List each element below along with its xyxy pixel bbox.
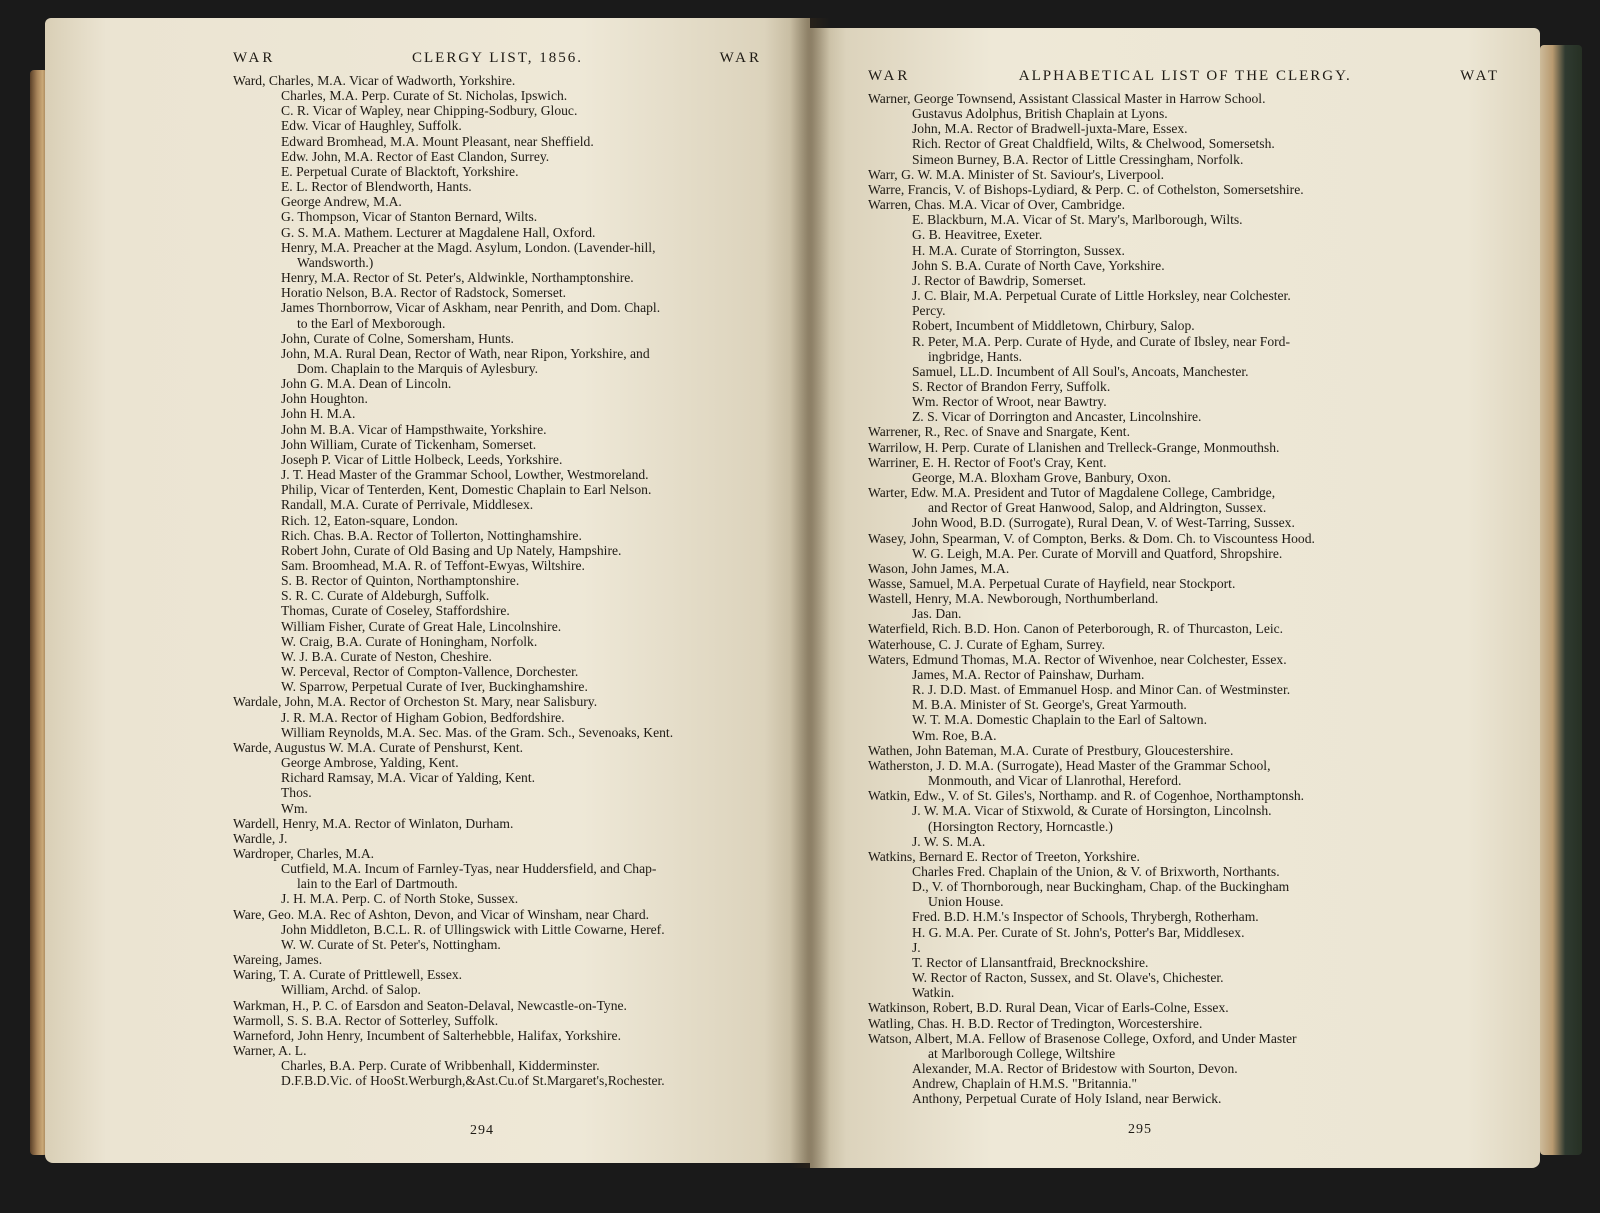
clergy-entry: Warde, Augustus W. M.A. Curate of Penshurst, Kent. bbox=[233, 739, 524, 755]
clergy-entry: Robert, Incumbent of Middletown, Chirbury, Salop. bbox=[912, 318, 1195, 334]
clergy-entry: John S. B.A. Curate of North Cave, Yorkshire. bbox=[912, 257, 1165, 273]
clergy-entry: Monmouth, and Vicar of Llanrothal, Hereford. bbox=[928, 773, 1182, 789]
clergy-entry: Warneford, John Henry, Incumbent of Salterhebble, Halifax, Yorkshire. bbox=[233, 1027, 621, 1043]
clergy-entry: William, Archd. of Salop. bbox=[281, 982, 421, 998]
clergy-entry: Waring, T. A. Curate of Prittlewell, Essex. bbox=[233, 967, 463, 983]
right-header-left: WAR bbox=[868, 68, 911, 84]
clergy-entry: John H. M.A. bbox=[281, 406, 356, 422]
clergy-entry: E. L. Rector of Blendworth, Hants. bbox=[281, 179, 472, 195]
right-page-header bbox=[868, 68, 1500, 85]
left-entry-list bbox=[233, 73, 762, 1088]
clergy-entry: Alexander, M.A. Rector of Bridestow with Sourton, Devon. bbox=[912, 1061, 1238, 1076]
clergy-entry: R. Peter, M.A. Perp. Curate of Hyde, and Curate of Ibsley, near Ford- bbox=[912, 333, 1290, 349]
clergy-entry: J. R. M.A. Rector of Higham Gobion, Bedfordshire. bbox=[281, 709, 565, 725]
clergy-entry: W. T. M.A. Domestic Chaplain to the Earl of Saltown. bbox=[912, 712, 1207, 728]
clergy-entry: John Wood, B.D. (Surrogate), Rural Dean, V. of West-Tarring, Sussex. bbox=[912, 515, 1295, 531]
right-entry-list bbox=[868, 91, 1500, 1106]
clergy-entry: Rich. 12, Eaton-square, London. bbox=[281, 512, 459, 528]
left-page-header bbox=[233, 50, 762, 67]
clergy-entry: R. J. D.D. Mast. of Emmanuel Hosp. and Minor Can. of Westminster. bbox=[912, 682, 1291, 698]
clergy-entry: Warriner, E. H. Rector of Foot's Cray, Kent. bbox=[868, 454, 1107, 470]
clergy-entry: Gustavus Adolphus, British Chaplain at Lyons. bbox=[912, 106, 1168, 122]
clergy-entry: W. G. Leigh, M.A. Per. Curate of Morvill and Quatford, Shropshire. bbox=[912, 545, 1283, 561]
clergy-entry: J. H. M.A. Perp. C. of North Stoke, Sussex. bbox=[281, 891, 519, 907]
clergy-entry: Edward Bromhead, M.A. Mount Pleasant, near Sheffield. bbox=[281, 133, 594, 149]
clergy-entry: Ware, Geo. M.A. Rec of Ashton, Devon, and Vicar of Winsham, near Chard. bbox=[233, 906, 650, 922]
clergy-entry: and Rector of Great Hanwood, Salop, and Aldrington, Sussex. bbox=[928, 500, 1267, 516]
clergy-entry: Wardroper, Charles, M.A. bbox=[233, 845, 375, 861]
clergy-entry: John M. B.A. Vicar of Hampsthwaite, Yorkshire. bbox=[281, 421, 547, 437]
clergy-entry: Watkinson, Robert, B.D. Rural Dean, Vicar of Earls-Colne, Essex. bbox=[868, 1000, 1229, 1016]
clergy-entry: Andrew, Chaplain of H.M.S. "Britannia." bbox=[912, 1076, 1138, 1092]
left-header-center: CLERGY LIST, 1856. bbox=[412, 50, 583, 66]
clergy-entry: J. Rector of Bawdrip, Somerset. bbox=[912, 272, 1087, 288]
clergy-entry: Ward, Charles, M.A. Vicar of Wadworth, Yorkshire. bbox=[233, 73, 516, 88]
clergy-entry: John Middleton, B.C.L. R. of Ullingswick with Little Cowarne, Heref. bbox=[281, 921, 665, 937]
clergy-entry: G. B. Heavitree, Exeter. bbox=[912, 227, 1043, 243]
clergy-entry: Wm. Rector of Wroot, near Bawtry. bbox=[912, 394, 1107, 410]
clergy-entry: S. B. Rector of Quinton, Northamptonshire. bbox=[281, 573, 520, 589]
clergy-entry: Fred. B.D. H.M.'s Inspector of Schools, Thrybergh, Rotherham. bbox=[912, 909, 1259, 925]
clergy-entry: Charles, M.A. Perp. Curate of St. Nicholas, Ipswich. bbox=[281, 88, 568, 104]
clergy-entry: W. Craig, B.A. Curate of Honingham, Norfolk. bbox=[281, 633, 538, 649]
clergy-entry: Waterfield, Rich. B.D. Hon. Canon of Peterborough, R. of Thurcaston, Leic. bbox=[868, 621, 1284, 637]
clergy-entry: Sam. Broomhead, M.A. R. of Teffont-Ewyas, Wiltshire. bbox=[281, 558, 585, 573]
clergy-entry: M. B.A. Minister of St. George's, Great Yarmouth. bbox=[912, 697, 1187, 713]
clergy-entry: E. Blackburn, M.A. Vicar of St. Mary's, Marlborough, Wilts. bbox=[912, 212, 1243, 228]
clergy-entry: Warner, A. L. bbox=[233, 1043, 307, 1058]
clergy-entry: Warr, G. W. M.A. Minister of St. Saviour's, Liverpool. bbox=[868, 166, 1165, 182]
clergy-entry: Samuel, LL.D. Incumbent of All Soul's, Ancoats, Manchester. bbox=[912, 363, 1249, 379]
clergy-entry: J. W. M.A. Vicar of Stixwold, & Curate of Horsington, Lincolnsh. bbox=[912, 803, 1272, 819]
clergy-entry: Wasse, Samuel, M.A. Perpetual Curate of Hayfield, near Stockport. bbox=[868, 576, 1236, 591]
clergy-entry: Joseph P. Vicar of Little Holbeck, Leeds, Yorkshire. bbox=[281, 451, 563, 467]
clergy-entry: W. Perceval, Rector of Compton-Vallence, Dorchester. bbox=[281, 664, 579, 680]
clergy-entry: Philip, Vicar of Tenterden, Kent, Domestic Chaplain to Earl Nelson. bbox=[281, 482, 652, 498]
clergy-entry: D.F.B.D.Vic. of HooSt.Werburgh,&Ast.Cu.of St.Margaret's,Rochester. bbox=[281, 1073, 665, 1089]
clergy-entry: Watling, Chas. H. B.D. Rector of Tredington, Worcestershire. bbox=[868, 1015, 1203, 1031]
clergy-entry: G. S. M.A. Mathem. Lecturer at Magdalene Hall, Oxford. bbox=[281, 224, 596, 240]
right-header-center: ALPHABETICAL LIST OF THE CLERGY. bbox=[1018, 68, 1352, 84]
clergy-entry: Richard Ramsay, M.A. Vicar of Yalding, Kent. bbox=[281, 770, 536, 786]
clergy-entry: Rich. Rector of Great Chaldfield, Wilts, & Chelwood, Somersetsh. bbox=[912, 136, 1275, 152]
clergy-entry: George Ambrose, Yalding, Kent. bbox=[281, 755, 459, 771]
clergy-entry: ingbridge, Hants. bbox=[928, 348, 1023, 364]
clergy-entry: George, M.A. Bloxham Grove, Banbury, Oxon. bbox=[912, 469, 1171, 485]
clergy-entry: Wardale, John, M.A. Rector of Orcheston St. Mary, near Salisbury. bbox=[233, 694, 598, 710]
clergy-entry: Wastell, Henry, M.A. Newborough, Northumberland. bbox=[868, 591, 1159, 607]
clergy-entry: Warner, George Townsend, Assistant Classical Master in Harrow School. bbox=[868, 91, 1266, 106]
clergy-entry: Thos. bbox=[281, 785, 312, 801]
clergy-entry: Warrener, R., Rec. of Snave and Snargate, Kent. bbox=[868, 424, 1130, 440]
clergy-entry: T. Rector of Llansantfraid, Brecknockshire. bbox=[912, 954, 1149, 970]
right-page-number: 295 bbox=[1128, 1122, 1152, 1137]
clergy-entry: Rich. Chas. B.A. Rector of Tollerton, Nottinghamshire. bbox=[281, 527, 582, 543]
clergy-entry: Cutfield, M.A. Incum of Farnley-Tyas, near Huddersfield, and Chap- bbox=[281, 861, 657, 877]
clergy-entry: J. bbox=[912, 939, 921, 955]
clergy-entry: Edw. John, M.A. Rector of East Clandon, Surrey. bbox=[281, 148, 550, 164]
clergy-entry: John, M.A. Rural Dean, Rector of Wath, near Ripon, Yorkshire, and bbox=[281, 345, 650, 361]
clergy-entry: E. Perpetual Curate of Blacktoft, Yorkshire. bbox=[281, 163, 519, 179]
clergy-entry: John G. M.A. Dean of Lincoln. bbox=[281, 376, 452, 392]
clergy-entry: Dom. Chaplain to the Marquis of Aylesbury. bbox=[297, 360, 539, 376]
clergy-entry: W. W. Curate of St. Peter's, Nottingham. bbox=[281, 936, 501, 952]
clergy-entry: Wason, John James, M.A. bbox=[868, 560, 1010, 576]
clergy-entry: Warrilow, H. Perp. Curate of Llanishen and Trelleck-Grange, Monmouthsh. bbox=[868, 439, 1280, 455]
clergy-entry: S. Rector of Brandon Ferry, Suffolk. bbox=[912, 378, 1111, 394]
clergy-entry: S. R. C. Curate of Aldeburgh, Suffolk. bbox=[281, 588, 490, 604]
clergy-entry: to the Earl of Mexborough. bbox=[297, 315, 446, 331]
left-page-number: 294 bbox=[470, 1123, 494, 1138]
clergy-entry: W. Sparrow, Perpetual Curate of Iver, Buckinghamshire. bbox=[281, 679, 588, 695]
clergy-entry: Edw. Vicar of Haughley, Suffolk. bbox=[281, 118, 462, 134]
clergy-entry: (Horsington Rectory, Horncastle.) bbox=[928, 818, 1113, 834]
clergy-entry: James, M.A. Rector of Painshaw, Durham. bbox=[912, 666, 1145, 682]
clergy-entry: Simeon Burney, B.A. Rector of Little Cressingham, Norfolk. bbox=[912, 151, 1244, 167]
clergy-entry: Wathen, John Bateman, M.A. Curate of Prestbury, Gloucestershire. bbox=[868, 742, 1234, 758]
clergy-entry: Charles, B.A. Perp. Curate of Wribbenhall, Kidderminster. bbox=[281, 1058, 600, 1074]
left-header-left: WAR bbox=[233, 50, 276, 66]
left-header-right: WAR bbox=[719, 50, 762, 66]
clergy-entry: Henry, M.A. Preacher at the Magd. Asylum, London. (Lavender-hill, bbox=[281, 239, 656, 255]
clergy-entry: lain to the Earl of Dartmouth. bbox=[297, 876, 458, 892]
left-page bbox=[45, 18, 810, 1163]
clergy-entry: H. G. M.A. Per. Curate of St. John's, Potter's Bar, Middlesex. bbox=[912, 924, 1245, 940]
clergy-entry: William Fisher, Curate of Great Hale, Lincolnshire. bbox=[281, 618, 562, 634]
clergy-entry: at Marlborough College, Wiltshire bbox=[928, 1045, 1116, 1061]
right-page bbox=[810, 28, 1540, 1168]
clergy-entry: Warmoll, S. S. B.A. Rector of Sotterley, Suffolk. bbox=[233, 1012, 499, 1028]
clergy-entry: Warren, Chas. M.A. Vicar of Over, Cambridge. bbox=[868, 197, 1126, 213]
clergy-entry: Percy. bbox=[912, 303, 946, 319]
clergy-entry: Jas. Dan. bbox=[912, 606, 962, 622]
clergy-entry: Wardell, Henry, M.A. Rector of Winlaton, Durham. bbox=[233, 815, 514, 831]
clergy-entry: Wm. Roe, B.A. bbox=[912, 727, 997, 743]
clergy-entry: Warkman, H., P. C. of Earsdon and Seaton-Delaval, Newcastle-on-Tyne. bbox=[233, 997, 627, 1013]
clergy-entry: W. J. B.A. Curate of Neston, Cheshire. bbox=[281, 648, 492, 664]
clergy-entry: Watkins, Bernard E. Rector of Treeton, Yorkshire. bbox=[868, 848, 1140, 864]
clergy-entry: Wasey, John, Spearman, V. of Compton, Berks. & Dom. Ch. to Viscountess Hood. bbox=[868, 530, 1315, 546]
clergy-entry: Watkin, Edw., V. of St. Giles's, Northamp. and R. of Cogenhoe, Northamptonsh. bbox=[868, 788, 1305, 804]
clergy-entry: Henry, M.A. Rector of St. Peter's, Aldwinkle, Northamptonshire. bbox=[281, 270, 634, 286]
clergy-entry: Z. S. Vicar of Dorrington and Ancaster, Lincolnshire. bbox=[912, 409, 1202, 425]
clergy-entry: J. W. S. M.A. bbox=[912, 833, 986, 849]
clergy-entry: Warre, Francis, V. of Bishops-Lydiard, & Perp. C. of Cothelston, Somersetshire. bbox=[868, 181, 1304, 197]
clergy-entry: Wm. bbox=[281, 800, 308, 816]
clergy-entry: William Reynolds, M.A. Sec. Mas. of the Gram. Sch., Sevenoaks, Kent. bbox=[281, 724, 674, 740]
clergy-entry: Wardle, J. bbox=[233, 830, 288, 846]
clergy-entry: W. Rector of Racton, Sussex, and St. Olave's, Chichester. bbox=[912, 970, 1224, 986]
clergy-entry: John Houghton. bbox=[281, 391, 368, 407]
clergy-entry: James Thornborrow, Vicar of Askham, near Penrith, and Dom. Chapl. bbox=[281, 300, 661, 316]
right-header-right: WAT bbox=[1460, 68, 1500, 84]
clergy-entry: Robert John, Curate of Old Basing and Up Nately, Hampshire. bbox=[281, 542, 622, 558]
clergy-entry: Thomas, Curate of Coseley, Staffordshire. bbox=[281, 603, 510, 619]
clergy-entry: Watherston, J. D. M.A. (Surrogate), Head Master of the Grammar School, bbox=[868, 757, 1271, 773]
clergy-entry: Waterhouse, C. J. Curate of Egham, Surrey. bbox=[868, 636, 1105, 652]
book-fore-edge-right bbox=[1540, 45, 1582, 1155]
clergy-entry: Wareing, James. bbox=[233, 952, 323, 968]
clergy-entry: Horatio Nelson, B.A. Rector of Radstock, Somerset. bbox=[281, 285, 567, 301]
clergy-entry: Anthony, Perpetual Curate of Holy Island, near Berwick. bbox=[912, 1091, 1222, 1107]
clergy-entry: John, M.A. Rector of Bradwell-juxta-Mare, Essex. bbox=[912, 121, 1188, 137]
clergy-entry: Warter, Edw. M.A. President and Tutor of Magdalene College, Cambridge, bbox=[868, 485, 1276, 501]
clergy-entry: John William, Curate of Tickenham, Somerset. bbox=[281, 436, 537, 452]
clergy-entry: J. C. Blair, M.A. Perpetual Curate of Little Horksley, near Colchester. bbox=[912, 288, 1291, 304]
clergy-entry: J. T. Head Master of the Grammar School, Lowther, Westmoreland. bbox=[281, 467, 649, 483]
clergy-entry: Waters, Edmund Thomas, M.A. Rector of Wivenhoe, near Colchester, Essex. bbox=[868, 651, 1287, 667]
clergy-entry: Watson, Albert, M.A. Fellow of Brasenose College, Oxford, and Under Master bbox=[868, 1030, 1297, 1046]
clergy-entry: C. R. Vicar of Wapley, near Chipping-Sodbury, Glouc. bbox=[281, 103, 578, 119]
clergy-entry: Randall, M.A. Curate of Perrivale, Middlesex. bbox=[281, 497, 534, 513]
clergy-entry: Watkin. bbox=[912, 985, 955, 1001]
clergy-entry: John, Curate of Colne, Somersham, Hunts. bbox=[281, 330, 514, 346]
clergy-entry: Wandsworth.) bbox=[297, 254, 374, 270]
clergy-entry: Union House. bbox=[928, 894, 1004, 910]
clergy-entry: D., V. of Thornborough, near Buckingham, Chap. of the Buckingham bbox=[912, 879, 1290, 895]
clergy-entry: Charles Fred. Chaplain of the Union, & V. of Brixworth, Northants. bbox=[912, 863, 1280, 879]
clergy-entry: G. Thompson, Vicar of Stanton Bernard, Wilts. bbox=[281, 209, 538, 225]
clergy-entry: H. M.A. Curate of Storrington, Sussex. bbox=[912, 242, 1125, 258]
clergy-entry: George Andrew, M.A. bbox=[281, 194, 402, 210]
